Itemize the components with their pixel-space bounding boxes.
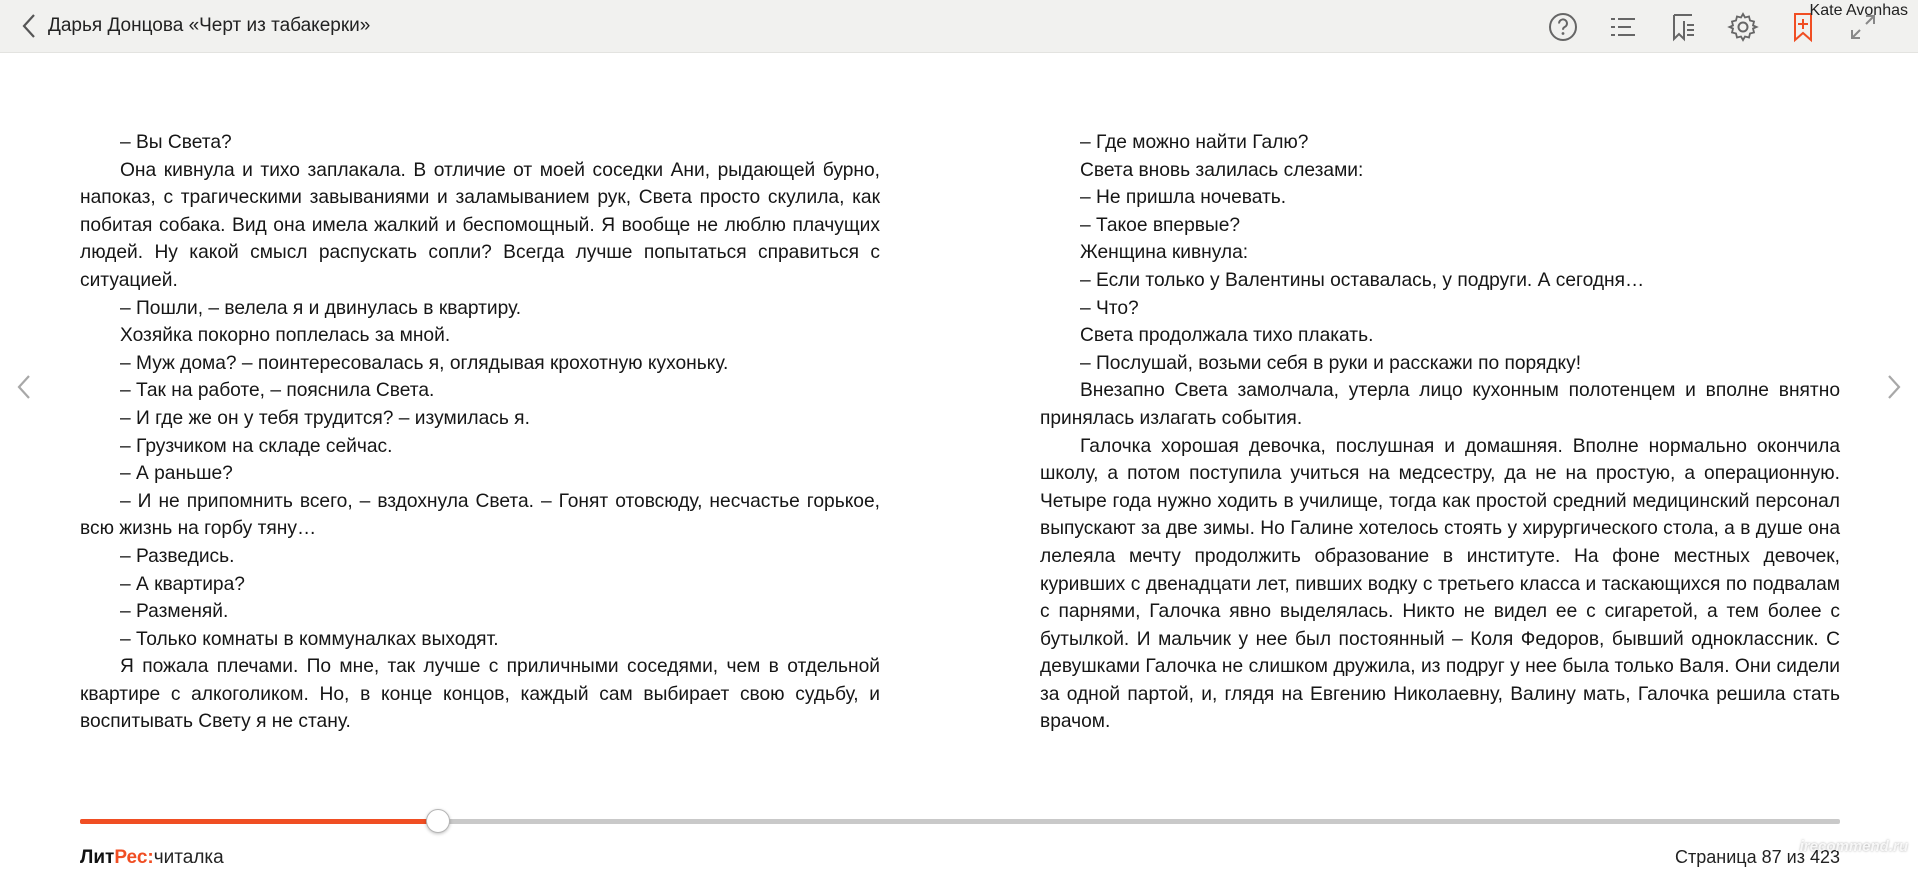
paragraph: – Так на работе, – пояснила Света. (120, 380, 435, 402)
paragraph: Я пожала плечами. По мне, так лучше с приличными соседями, чем в отдельной квартире с алкоголиком. Но, в конце концов, каждый сам выбирает свою судьбу, и воспитывать Свету я не стану. (80, 656, 880, 733)
paragraph: – А квартира? (120, 573, 245, 595)
brand-res: Рес: (114, 847, 154, 868)
bookmarks-list-button[interactable] (1666, 10, 1700, 44)
settings-button[interactable] (1726, 10, 1760, 44)
paragraph: – Где можно найти Галю? (1080, 132, 1309, 153)
brand-lit: Лит (80, 847, 115, 868)
paragraph: – Пошли, – велела я и двинулась в квартиру. (120, 297, 522, 319)
page-counter: Страница 87 из 423 (1675, 847, 1840, 867)
paragraph: – Что? (1080, 297, 1139, 319)
chevron-left-icon (12, 370, 36, 404)
right-page-text (1040, 129, 1840, 736)
reading-progress-fill (80, 819, 437, 824)
paragraph: – Муж дома? – поинтересовалась я, оглядывая крохотную кухоньку. (120, 352, 729, 374)
paragraph: – Разведись. (120, 545, 235, 567)
paragraph: Света вновь залилась слезами: (1080, 159, 1364, 181)
paragraph: – Если только у Валентины оставалась, у подруги. А сегодня… (1080, 269, 1645, 291)
brand-chitalka: читалка (153, 847, 224, 868)
paragraph: – Послушай, возьми себя в руки и расскажи по порядку! (1080, 352, 1582, 374)
progress-slider-handle[interactable] (426, 809, 450, 833)
paragraph: – Грузчиком на складе сейчас. (120, 435, 393, 457)
paragraph: – И не припомнить всего, – вздохнула Света. – Гонят отовсюду, несчастье горькое, всю жизнь на горбу тяну… (80, 490, 880, 540)
paragraph: – Не пришла ночевать. (1080, 187, 1287, 209)
paragraph: Она кивнула и тихо заплакала. В отличие от моей соседки Ани, рыдающей бурно, напоказ, с трагическими завываниями и заламыванием рук, Света просто скулила, как побитая собака. Вид она имела жалкий и беспомощный. Я вообще не люблю плачущих людей. Ну какой смысл распускать сопли? Всегда лучше попытаться справиться с ситуацией. (80, 159, 880, 291)
help-icon (1547, 11, 1579, 43)
paragraph: – Только комнаты в коммуналках выходят. (120, 628, 499, 650)
reading-progress-slider[interactable] (80, 819, 1840, 824)
chevron-left-icon (18, 12, 42, 40)
paragraph: Хозяйка покорно поплелась за мной. (120, 325, 451, 347)
reader-toolbar (0, 0, 1918, 53)
paragraph: – А раньше? (120, 463, 233, 485)
previous-page-button[interactable] (12, 370, 36, 404)
bookmarks-list-icon (1667, 11, 1699, 43)
litres-logo (80, 847, 224, 869)
book-title: Дарья Донцова «Черт из табакерки» (48, 15, 371, 36)
chevron-right-icon (1882, 370, 1906, 404)
next-page-button[interactable] (1882, 370, 1906, 404)
help-button[interactable] (1546, 10, 1580, 44)
watermark: irecommend.ru (1799, 838, 1908, 855)
paragraph: Внезапно Света замолчала, утерла лицо кухонным полотенцем и вполне внятно принялась излагать события. (1040, 380, 1840, 429)
paragraph: – Такое впервые? (1080, 214, 1241, 236)
contents-icon (1607, 11, 1639, 43)
paragraph: – И где же он у тебя трудится? – изумилась я. (120, 407, 530, 429)
user-name: Kate Avonhas (1809, 2, 1908, 19)
settings-icon (1727, 11, 1759, 43)
paragraph: – Разменяй. (120, 601, 229, 623)
paragraph: Женщина кивнула: (1080, 242, 1249, 264)
paragraph: – Вы Света? (120, 132, 232, 153)
back-button[interactable] (18, 12, 42, 40)
paragraph: Галочка хорошая девочка, послушная и домашняя. Вполне нормально окончила школу, а потом поступила учиться на медсестру, да не на простую, а операционную. Четыре года нужно ходить в училище, тогда как простой средний медицинский персонал выпускают за две зимы. Но Галине хотелось стоять у хирургического стола, а в душе она лелеяла мечту продолжить образование в институте. На фоне местных девочек, куривших с двенадцати лет, пивших водку с третьего класса и таскающихся по подвалам с парнями, Галочка явно выделялась. Никто не видел ее с сигаретой, а тем более с бутылкой. И мальчик у нее был постоянный – Коля Федоров, бывший одноклассник. С девушками Галочка не слишком дружила, из подруг у нее была только Валя. Они сидели за одной партой, и, глядя на Евгению Николаевну, Валину мать, Галочка решила стать врачом. (1040, 435, 1840, 733)
left-page-text (80, 129, 880, 736)
paragraph: Света продолжала тихо плакать. (1080, 325, 1374, 347)
contents-button[interactable] (1606, 10, 1640, 44)
